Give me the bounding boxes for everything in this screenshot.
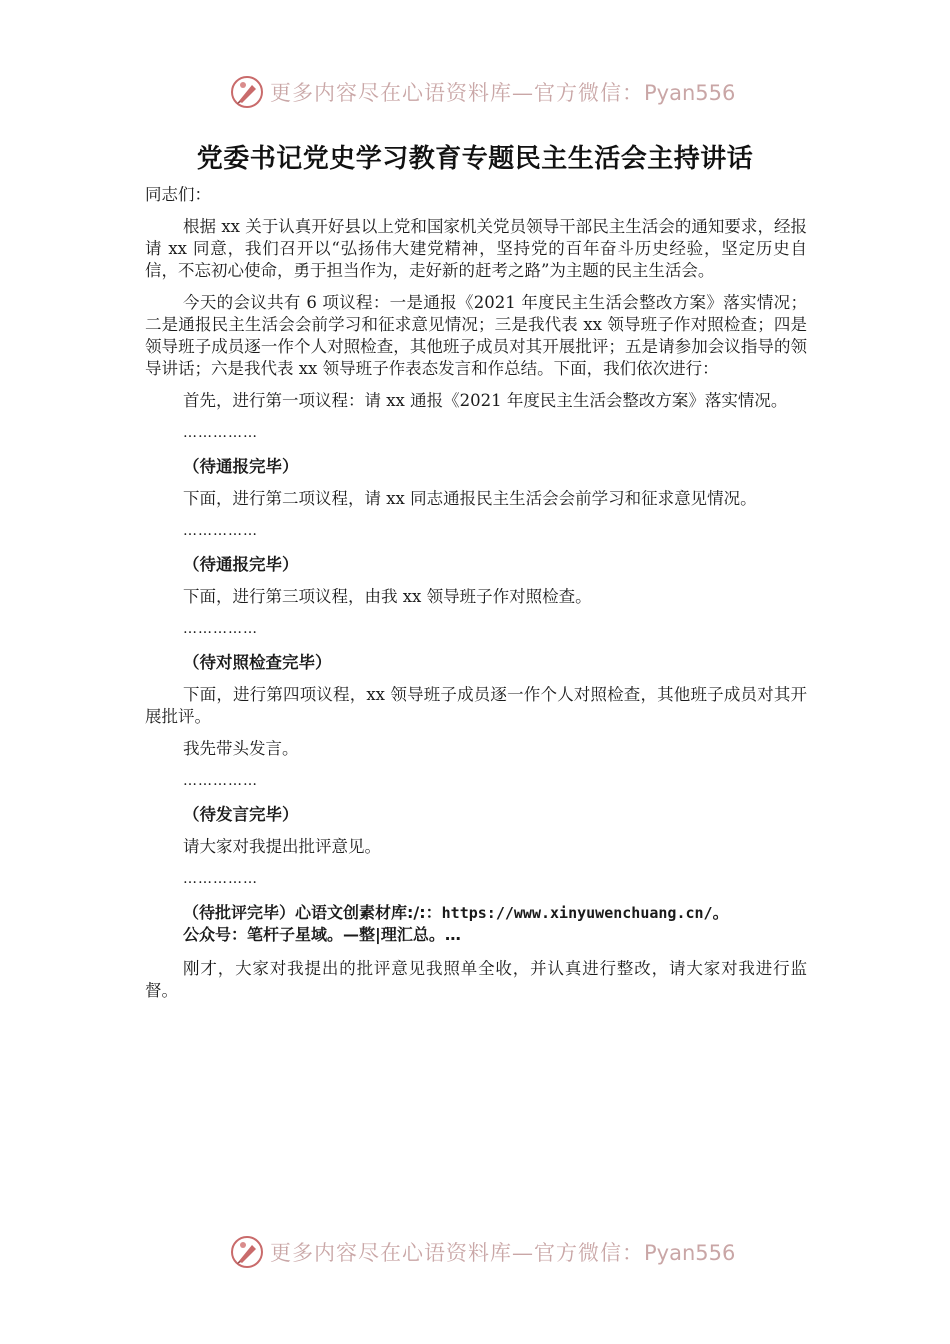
stage-note: （待发言完毕） — [183, 805, 299, 824]
ellipsis-divider: …………… — [183, 425, 258, 441]
paragraph-item-3: 下面，进行第三项议程，由我 xx 领导班子作对照检查。 — [183, 587, 592, 606]
paragraph-item-2: 下面，进行第二项议程，请 xx 同志通报民主生活会会前学习和征求意见情况。 — [183, 489, 757, 508]
ellipsis-divider: …………… — [183, 773, 258, 789]
ellipsis-divider: …………… — [183, 621, 258, 637]
greeting: 同志们： — [145, 185, 211, 204]
pen-nib-logo-icon — [230, 75, 264, 109]
banner-text: 更多内容尽在心语资料库—官方微信：Pyan556 — [270, 81, 736, 105]
header-banner — [230, 72, 750, 112]
paragraph-closing: 刚才，大家对我提出的批评意见我照单全收，并认真进行整改，请大家对我进行监督。 — [145, 959, 807, 1000]
stage-note: （待通报完毕） — [183, 555, 299, 574]
ellipsis-divider: …………… — [183, 523, 258, 539]
banner-text: 更多内容尽在心语资料库—官方微信：Pyan556 — [270, 1241, 736, 1265]
document-title: 党委书记党史学习教育专题民主生活会主持讲话 — [196, 144, 754, 174]
source-url[interactable]: https://www.xinyuwenchuang.cn/ — [441, 904, 713, 922]
paragraph-item-1: 首先，进行第一项议程：请 xx 通报《2021 年度民主生活会整改方案》落实情况。 — [183, 391, 788, 410]
stage-note-with-source: （待批评完毕）心语文创素材库:/:：https://www.xinyuwenchuang.cn/。 公众号：笔杆子星域。—整|理汇总。… — [183, 903, 729, 944]
paragraph-item-4: 下面，进行第四项议程，xx 领导班子成员逐一作个人对照检查，其他班子成员对其开展批评。 — [145, 685, 807, 726]
paragraph-agenda: 今天的会议共有 6 项议程：一是通报《2021 年度民主生活会整改方案》落实情况；二是通报民主生活会会前学习和征求意见情况；三是我代表 xx 领导班子作对照检查；四是领导班子成员逐一作个人对照检查，其他班子成员对其开展批评；五是请参加会议指导的领导讲话；六是我代表 xx 领导班子作表态发言和作总结。下面，我们依次进行： — [145, 293, 807, 378]
stage-note: （待通报完毕） — [183, 457, 299, 476]
paragraph-lead-speech: 我先带头发言。 — [183, 739, 299, 758]
stage-note: （待对照检查完毕） — [183, 653, 332, 672]
document-body — [145, 184, 807, 1012]
paragraph-request-criticism: 请大家对我提出批评意见。 — [183, 837, 381, 856]
ellipsis-divider: …………… — [183, 871, 258, 887]
paragraph-intro: 根据 xx 关于认真开好县以上党和国家机关党员领导干部民主生活会的通知要求，经报请 xx 同意，我们召开以“弘扬伟大建党精神，坚持党的百年奋斗历史经验，坚定历史自信，不忘初心使命，勇于担当作为，走好新的赶考之路”为主题的民主生活会。 — [145, 217, 807, 280]
footer-banner — [230, 1232, 750, 1272]
pen-nib-logo-icon — [230, 1235, 264, 1269]
